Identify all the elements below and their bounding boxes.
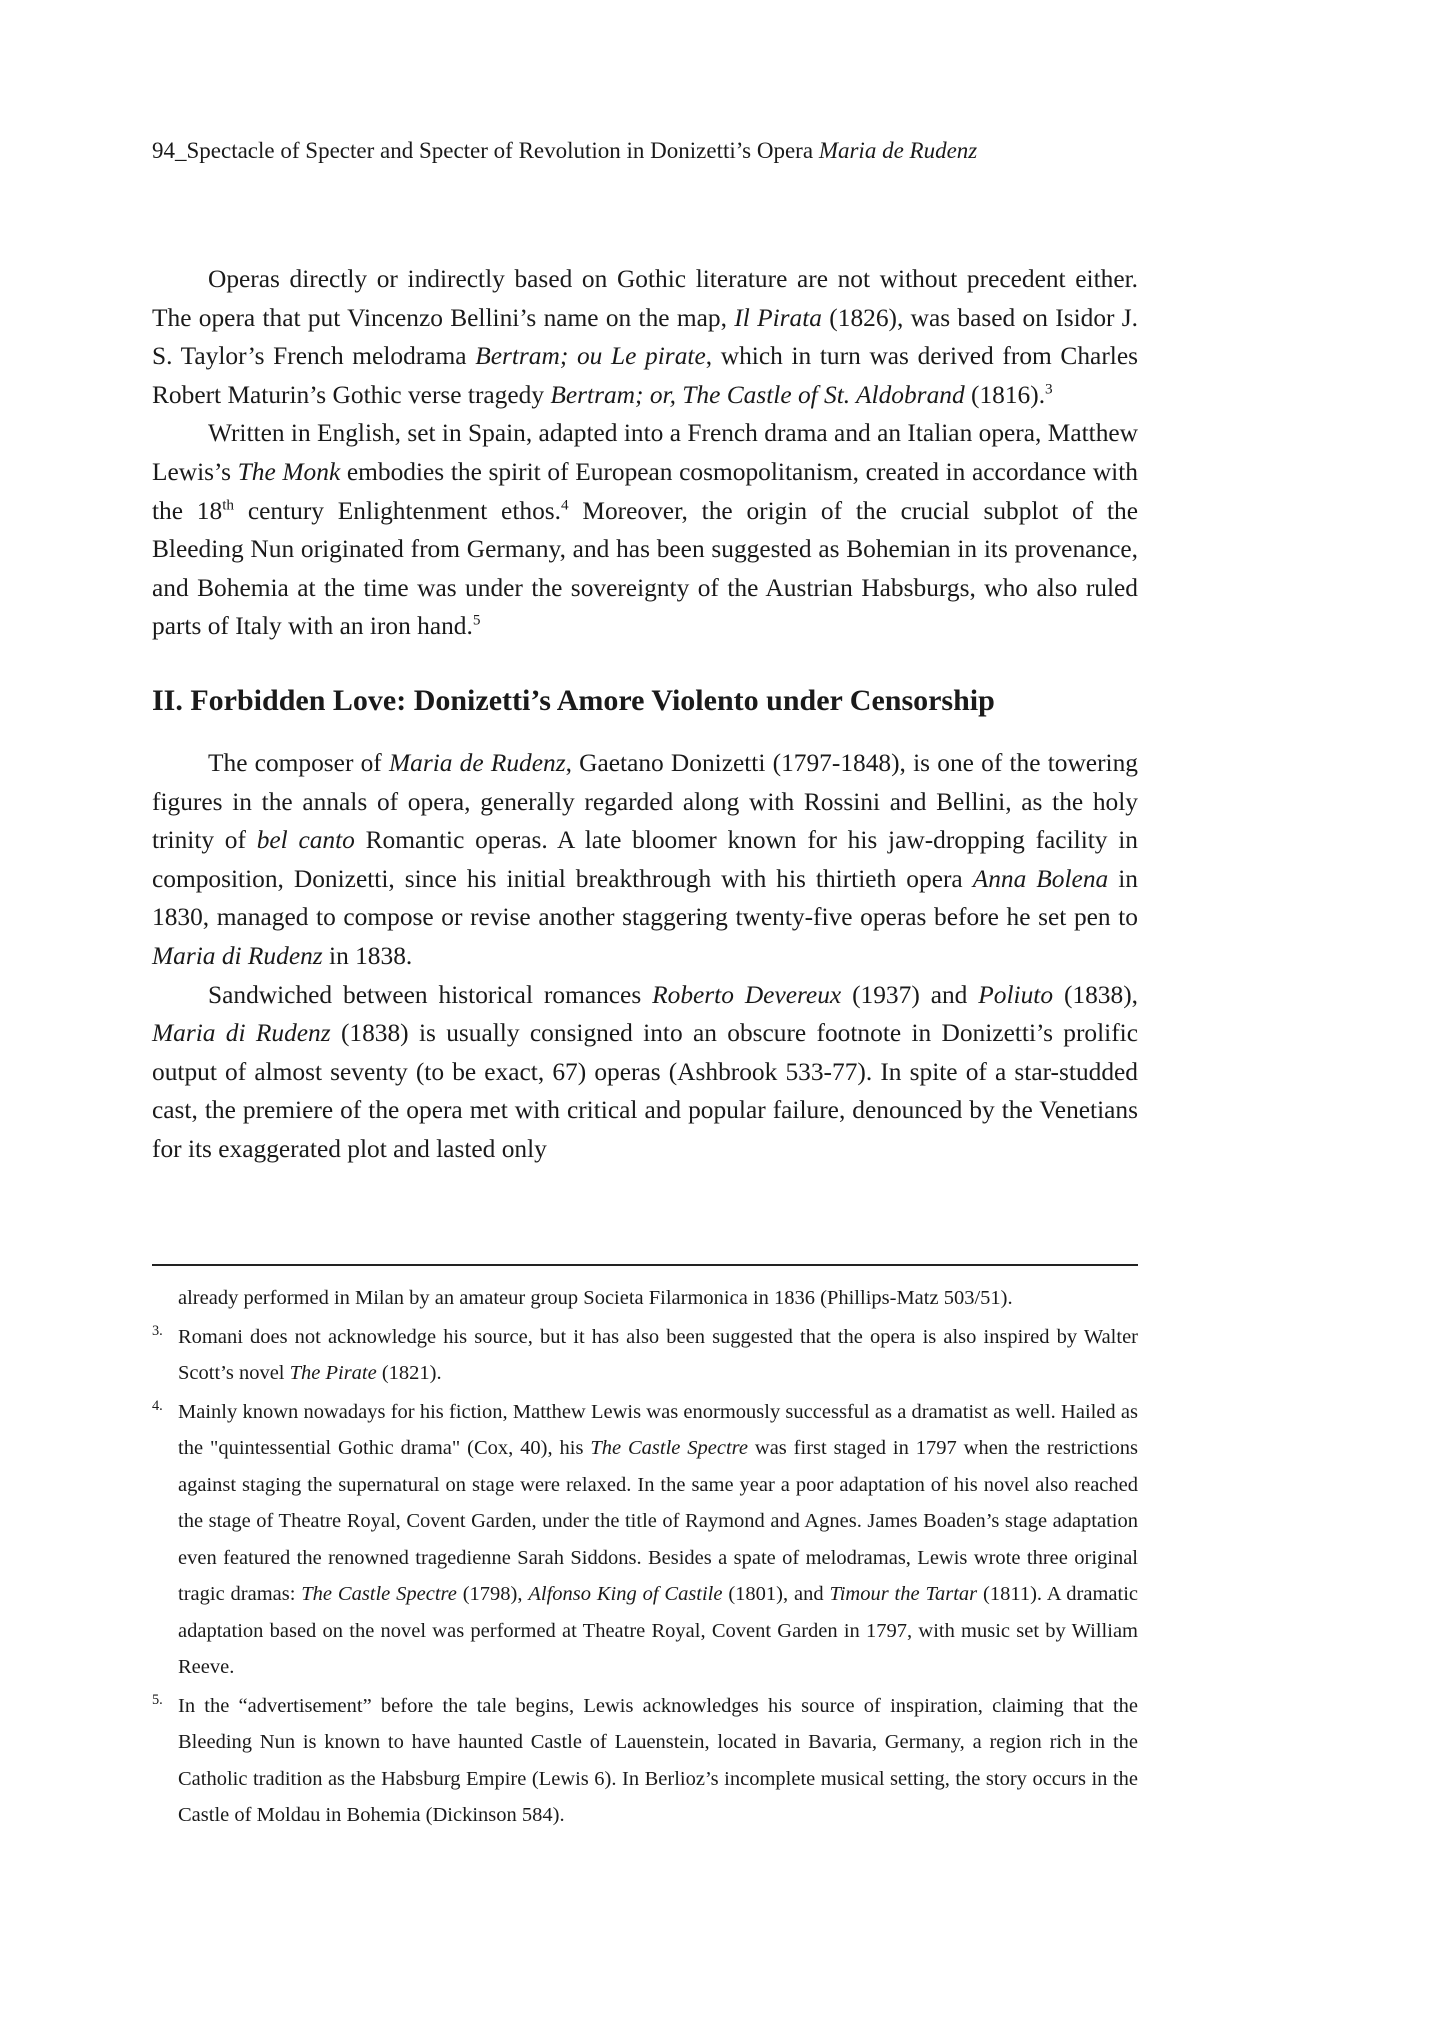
paragraph-4 <box>152 976 1138 1169</box>
paragraph-1 <box>152 260 1138 414</box>
italic-title: Bertram; or, The Castle of St. Aldobrand <box>550 380 965 409</box>
italic-title: The Castle Spectre <box>590 1437 748 1459</box>
text-run: century Enlightenment ethos. <box>234 496 561 525</box>
footnote-ref: 5 <box>472 611 481 629</box>
text-run: (1838) is usually consigned into an obscure footnote in Donizetti’s prolific output of almost seventy (to be exact, 67) operas (Ashbrook 533-77). In spite of a star-studded cast, the premiere of the opera met with critical and popular failure, denounced by the Venetians for its exaggerated plot and lasted only <box>152 1019 1138 1163</box>
italic-title: Alfonso King of Castile <box>528 1583 723 1605</box>
paragraph-2 <box>152 414 1138 646</box>
text-run: was first staged in 1797 when the restrictions against staging the supernatural on stage were relaxed. In the same year a poor adaptation of his novel also reached the stage of Theatre Royal, Covent Garden, under the title of Raymond and Agnes. James Boaden’s stage adaptation even featured the renowned tragedienne Sarah Siddons. Besides a spate of melodramas, Lewis wrote three original tragic dramas: <box>178 1437 1138 1605</box>
italic-title: Timour the Tartar <box>829 1583 978 1605</box>
text-run: In the “advertisement” before the tale begins, Lewis acknowledges his source of inspiration, claiming that the Bleeding Nun is known to have haunted Castle of Lauenstein, located in Bavaria, Germany, a region rich in the Catholic tradition as the Habsburg Empire (Lewis 6). In Berlioz’s incomplete musical setting, the story occurs in the Castle of Moldau in Bohemia (Dickinson 584). <box>178 1694 1138 1826</box>
footnotes <box>152 1280 1138 1836</box>
italic-title: The Castle Spectre <box>301 1583 457 1605</box>
footnote-3: 3. Romani does not acknowledge his source, but it has also been suggested that the opera is also inspired by Walter Scott’s novel The Pirate (1821). <box>152 1322 1138 1384</box>
italic-title: Il Pirata <box>734 303 822 332</box>
italic-title: The Pirate <box>289 1362 377 1384</box>
italic-term: bel canto <box>256 826 355 855</box>
text-run: Moreover, the origin of the crucial subplot of the Bleeding Nun originated from Germany, and has been suggested as Bohemian in its provenance, and Bohemia at the time was under the sovereignty of the Austrian Habsburgs, who also ruled parts of Italy with an iron hand. <box>152 496 1138 641</box>
text-run: (1811). A dramatic adaptation based on the novel was performed at Theatre Royal, Covent Garden in 1797, with music set by William Reeve. <box>178 1583 1138 1678</box>
footnote-separator <box>152 1264 1138 1266</box>
text-run: Romani does not acknowledge his source, but it has also been suggested that the opera is also inspired by Walter Scott’s novel <box>178 1325 1138 1384</box>
italic-title: Anna Bolena <box>972 864 1109 893</box>
text-run: Written in English, set in Spain, adapted into a French drama and an Italian opera, Matthew Lewis’s <box>152 419 1138 486</box>
text-run: embodies the spirit of European cosmopolitanism, created in accordance with the 18 <box>152 457 1138 525</box>
footnote-ref: 4 <box>561 496 569 514</box>
text-run: (1816). <box>964 380 1046 409</box>
footnote-continuation <box>152 1280 1138 1317</box>
text-run: (1838), <box>1053 980 1139 1009</box>
italic-title: Poliuto <box>978 980 1054 1009</box>
text-run: (1821). <box>376 1362 442 1384</box>
footnote-ref: 3 <box>1045 380 1053 398</box>
text-run: (1937) and <box>841 980 979 1009</box>
italic-title: Maria de Rudenz <box>388 748 566 777</box>
footnote-4: 4. Mainly known nowadays for his fiction, Matthew Lewis was enormously successful as a dramatist as well. Hailed as the "quintessential Gothic drama" (Cox, 40), his The Castle Spectre was first staged in 1797 when the restrictions against staging the supernatural on stage were relaxed. In the same year a poor adaptation of his novel also reached the stage of Theatre Royal, Covent Garden, under the title of Raymond and Agnes. James Boaden’s stage adaptation even featured the renowned tragedienne Sarah Siddons. Besides a spate of melodramas, Lewis wrote three original tragic dramas: The Castle Spectre (1798), Alfonso King of Castile (1801), and Timour the Tartar (1811). A dramatic adaptation based on the novel was performed at Theatre Royal, Covent Garden in 1797, with music set by William Reeve. <box>152 1397 1138 1678</box>
italic-title: Maria di Rudenz <box>152 1019 331 1048</box>
text-run: (1798), <box>456 1583 529 1605</box>
italic-title: Maria di Rudenz <box>152 941 323 970</box>
running-head <box>152 136 1152 166</box>
paragraph-3 <box>152 744 1138 976</box>
text-run: (1801), and <box>722 1583 830 1605</box>
text-run: Mainly known nowadays for his fiction, Matthew Lewis was enormously successful as a dramatist as well. Hailed as the "quintessential Gothic drama" (Cox, 40), his <box>178 1400 1138 1459</box>
text-run: The composer of <box>208 748 389 777</box>
text-run: already performed in Milan by an amateur group Societa Filarmonica in 1836 (Phillips-Matz 503/51). <box>178 1287 1013 1309</box>
section-heading: II. Forbidden Love: Donizetti’s Amore Violento under Censorship <box>152 683 995 717</box>
italic-title: The Monk <box>237 457 341 486</box>
text-run: , Gaetano Donizetti (1797-1848), is one of the towering figures in the annals of opera, generally regarded along with Rossini and Bellini, as the holy trinity of <box>152 748 1138 855</box>
text-run: in 1830, managed to compose or revise another staggering twenty-five operas before he set pen to <box>152 864 1138 932</box>
running-head-text: 94_Spectacle of Specter and Specter of Revolution in Donizetti’s Opera <box>152 138 819 163</box>
running-head-italic: Maria de Rudenz <box>818 138 978 163</box>
text-run: in 1838. <box>322 941 413 970</box>
text-run: Romantic operas. A late bloomer known for his jaw-dropping facility in composition, Donizetti, since his initial breakthrough with his thirtieth opera <box>152 826 1138 893</box>
italic-title: Bertram; ou Le pirate <box>475 342 706 371</box>
text-run: , which in turn was derived from Charles Robert Maturin’s Gothic verse tragedy <box>152 342 1138 409</box>
text-run: Sandwiched between historical romances <box>208 980 653 1009</box>
text-run: (1826), was based on Isidor J. S. Taylor’s French melodrama <box>152 303 1139 371</box>
body-text <box>152 260 1138 1168</box>
italic-title: Roberto Devereux <box>652 980 842 1009</box>
ordinal-suffix: th <box>222 496 235 514</box>
footnote-5: 5. In the “advertisement” before the tale begins, Lewis acknowledges his source of inspiration, claiming that the Bleeding Nun is known to have haunted Castle of Lauenstein, located in Bavaria, Germany, a region rich in the Catholic tradition as the Habsburg Empire (Lewis 6). In Berlioz’s incomplete musical setting, the story occurs in the Castle of Moldau in Bohemia (Dickinson 584). <box>152 1691 1138 1826</box>
text-run: Operas directly or indirectly based on Gothic literature are not without precedent either. The opera that put Vincenzo Bellini’s name on the map, <box>152 265 1138 332</box>
